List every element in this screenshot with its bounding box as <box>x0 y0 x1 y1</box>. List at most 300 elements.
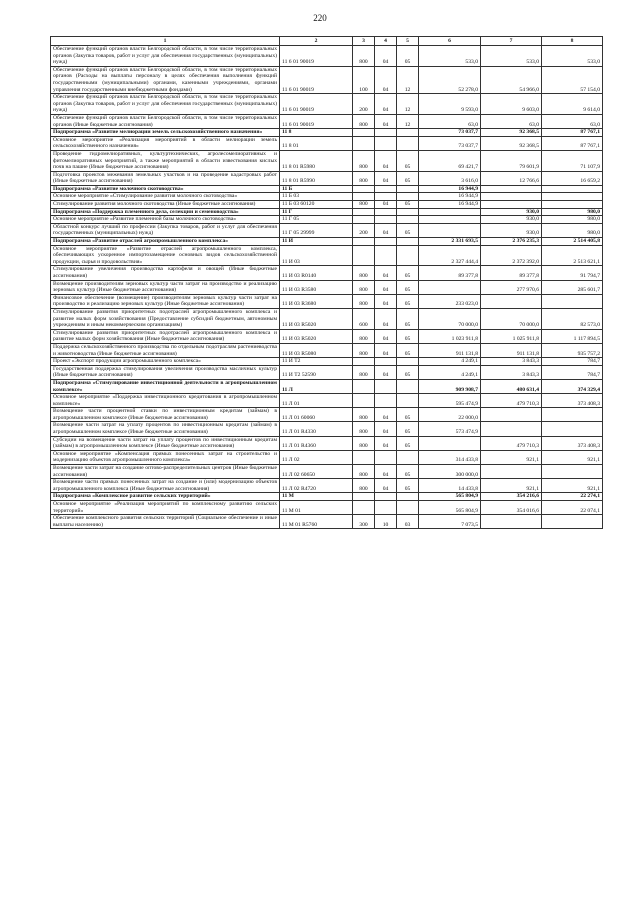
table-row <box>51 171 603 185</box>
row-value-year3: 2 513 621,1 <box>542 245 603 266</box>
column-header: 4 <box>375 37 397 46</box>
row-section <box>375 129 397 137</box>
row-subsection <box>397 394 419 408</box>
row-subsection: 05 <box>397 266 419 280</box>
row-value-year2: 2 376 235,3 <box>481 238 542 246</box>
row-value-year3: 16 659,2 <box>542 171 603 185</box>
row-code: 11 М 01 R5760 <box>280 515 353 529</box>
table-row <box>51 185 603 193</box>
row-value-year2 <box>481 408 542 422</box>
row-expense-type <box>353 493 375 501</box>
row-value-year3: 57 154,0 <box>542 66 603 93</box>
row-expense-type: 800 <box>353 46 375 67</box>
row-value-year3: 9 614,0 <box>542 94 603 115</box>
row-section <box>375 493 397 501</box>
table-row <box>51 208 603 216</box>
page-number: 220 <box>313 13 327 23</box>
row-name: Областной конкурс лучший по профессии (Закупка товаров, работ и услуг для обеспечения государственных (муниципальных) нужд) <box>51 223 280 237</box>
table-row <box>51 223 603 237</box>
row-section: 04 <box>375 94 397 115</box>
table-row <box>51 379 603 393</box>
row-value-year3: 2 514 405,8 <box>542 238 603 246</box>
row-value-year2: 3 843,3 <box>481 358 542 366</box>
row-expense-type: 800 <box>353 294 375 308</box>
row-section <box>375 501 397 515</box>
row-section <box>375 450 397 464</box>
column-header: 7 <box>481 37 542 46</box>
row-value-year3: 22 074,1 <box>542 501 603 515</box>
row-name: Подпрограмма «Развитие молочного скотоводства» <box>51 185 280 193</box>
row-section: 04 <box>375 150 397 171</box>
row-code: 11 Г 05 <box>280 216 353 224</box>
row-name: Возмещение части процентной ставки по инвестиционным кредитам (займам) в агропромышленном комплексе (Иные бюджетные ассигнования) <box>51 408 280 422</box>
row-subsection <box>397 358 419 366</box>
row-code: 11 6 01 90019 <box>280 66 353 93</box>
row-value-year2: 479 710,3 <box>481 394 542 408</box>
row-value-year3: 87 767,1 <box>542 129 603 137</box>
row-section: 04 <box>375 343 397 357</box>
row-value-year2 <box>481 515 542 529</box>
row-value-year1: 22 000,0 <box>419 408 481 422</box>
row-value-year3: 285 601,7 <box>542 280 603 294</box>
row-expense-type <box>353 136 375 150</box>
row-section: 04 <box>375 436 397 450</box>
row-subsection: 05 <box>397 308 419 329</box>
row-code: 11 И 03 <box>280 245 353 266</box>
row-code: 11 8 01 <box>280 136 353 150</box>
row-value-year2: 277 970,6 <box>481 280 542 294</box>
row-expense-type <box>353 185 375 193</box>
row-expense-type: 300 <box>353 515 375 529</box>
row-value-year1: 573 474,9 <box>419 422 481 436</box>
table-row <box>51 193 603 201</box>
row-value-year1: 565 804,9 <box>419 501 481 515</box>
row-value-year3 <box>542 193 603 201</box>
row-subsection: 05 <box>397 436 419 450</box>
row-section: 04 <box>375 46 397 67</box>
row-code: 11 Б 03 60120 <box>280 201 353 209</box>
row-value-year3 <box>542 294 603 308</box>
row-subsection: 05 <box>397 201 419 209</box>
row-name: Основное мероприятие «Развитие племенной базы молочного скотоводства» <box>51 216 280 224</box>
row-value-year1: 7 073,5 <box>419 515 481 529</box>
row-name: Основное мероприятие «Развитие отраслей агропромышленного комплекса, обеспечивающих ускоренное импортозамещение основных видов сельскохозяйственной продукции, сырья и продовольствия» <box>51 245 280 266</box>
row-subsection: 05 <box>397 479 419 493</box>
row-expense-type: 800 <box>353 365 375 379</box>
table-row <box>51 465 603 479</box>
row-name: Возмещение части затрат на уплату процентов по инвестиционным кредитам (займам) в агропромышленном комплексе (Иные бюджетные ассигнования) <box>51 422 280 436</box>
row-subsection <box>397 185 419 193</box>
row-expense-type <box>353 129 375 137</box>
row-name: Стимулирование развития приоритетных подотраслей агропромышленного комплекса и развитие малых форм хозяйствования (Предоставление субсидий бюджетным, автономным учреждениям и иным некоммерческим организациям) <box>51 308 280 329</box>
row-name: Подготовка проектов межевания земельных участков и на проведение кадастровых работ (Иные бюджетные ассигнования) <box>51 171 280 185</box>
row-value-year2: 533,0 <box>481 46 542 67</box>
row-value-year2 <box>481 422 542 436</box>
row-expense-type: 800 <box>353 280 375 294</box>
row-value-year3: 784,7 <box>542 365 603 379</box>
row-value-year2: 479 710,3 <box>481 436 542 450</box>
row-code: 11 И 03 R5020 <box>280 329 353 343</box>
row-value-year3 <box>542 185 603 193</box>
row-subsection: 05 <box>397 365 419 379</box>
row-expense-type: 800 <box>353 465 375 479</box>
row-code: 11 Б 03 <box>280 193 353 201</box>
row-code: 11 Л 01 R4330 <box>280 422 353 436</box>
row-name: Проект «Экспорт продукции агропромышленного комплекса» <box>51 358 280 366</box>
row-subsection <box>397 245 419 266</box>
row-subsection: 12 <box>397 66 419 93</box>
row-code: 11 8 <box>280 129 353 137</box>
row-expense-type <box>353 216 375 224</box>
table-row <box>51 114 603 128</box>
row-expense-type <box>353 394 375 408</box>
table-row <box>51 493 603 501</box>
row-name: Основное мероприятие «Реализация мероприятий по комплексному развитию сельских территорий» <box>51 501 280 515</box>
row-expense-type: 800 <box>353 150 375 171</box>
table-row <box>51 150 603 171</box>
row-value-year2: 354 016,6 <box>481 501 542 515</box>
column-header: 1 <box>51 37 280 46</box>
row-value-year1 <box>419 216 481 224</box>
table-row <box>51 201 603 209</box>
row-value-year2 <box>481 193 542 201</box>
row-value-year3: 71 107,9 <box>542 150 603 171</box>
row-subsection: 05 <box>397 465 419 479</box>
row-value-year3 <box>542 515 603 529</box>
row-value-year1: 565 804,9 <box>419 493 481 501</box>
row-code: 11 М <box>280 493 353 501</box>
row-value-year3 <box>542 422 603 436</box>
row-section: 04 <box>375 66 397 93</box>
table-row <box>51 501 603 515</box>
row-value-year2: 1 025 911,8 <box>481 329 542 343</box>
table-row <box>51 238 603 246</box>
table-row <box>51 136 603 150</box>
row-name: Возмещение части прямых понесенных затрат на создание и (или) модернизацию объектов агропромышленного комплекса (Иные бюджетные ассигнования) <box>51 479 280 493</box>
row-subsection <box>397 208 419 216</box>
table-row <box>51 245 603 266</box>
row-expense-type <box>353 358 375 366</box>
row-code: 11 Г <box>280 208 353 216</box>
row-value-year2: 9 603,0 <box>481 94 542 115</box>
row-value-year3: 63,0 <box>542 114 603 128</box>
row-expense-type: 800 <box>353 343 375 357</box>
row-subsection: 05 <box>397 422 419 436</box>
row-section <box>375 394 397 408</box>
row-code: 11 И 03 R5020 <box>280 308 353 329</box>
row-subsection: 12 <box>397 94 419 115</box>
row-code: 11 И Т2 52590 <box>280 365 353 379</box>
table-row <box>51 46 603 67</box>
row-expense-type: 800 <box>353 201 375 209</box>
row-expense-type <box>353 450 375 464</box>
row-value-year3: 91 794,7 <box>542 266 603 280</box>
row-value-year3 <box>542 201 603 209</box>
row-section <box>375 208 397 216</box>
row-value-year1 <box>419 280 481 294</box>
row-subsection: 05 <box>397 150 419 171</box>
row-value-year1 <box>419 208 481 216</box>
row-expense-type <box>353 208 375 216</box>
table-row <box>51 479 603 493</box>
budget-table <box>50 36 603 529</box>
row-name: Подпрограмма «Развитие отраслей агропромышленного комплекса» <box>51 238 280 246</box>
row-code: 11 6 01 90019 <box>280 114 353 128</box>
row-code: 11 8 01 R5990 <box>280 171 353 185</box>
row-value-year2: 921,1 <box>481 450 542 464</box>
row-expense-type <box>353 193 375 201</box>
row-section <box>375 216 397 224</box>
row-code: 11 Б <box>280 185 353 193</box>
row-name: Проведение гидромелиоративных, культуртехнических, агролесомелиоративных и фитомелиоративных мероприятий, а также мероприятий в области известкования кислых почв на пашне (Иные бюджетные ассигнования) <box>51 150 280 171</box>
row-value-year3: 374 329,4 <box>542 379 603 393</box>
row-name: Подпрограмма «Развитие мелиорации земель сельскохозяйственного назначения» <box>51 129 280 137</box>
row-name: Основное мероприятие «Стимулирование развития молочного скотоводства» <box>51 193 280 201</box>
row-section <box>375 185 397 193</box>
row-value-year1: 595 474,9 <box>419 394 481 408</box>
row-value-year1: 70 000,0 <box>419 308 481 329</box>
row-value-year3 <box>542 408 603 422</box>
row-value-year1 <box>419 223 481 237</box>
row-code: 11 И Т2 <box>280 358 353 366</box>
row-expense-type: 800 <box>353 436 375 450</box>
row-value-year2: 89 377,8 <box>481 266 542 280</box>
row-expense-type: 800 <box>353 408 375 422</box>
row-value-year2: 70 000,0 <box>481 308 542 329</box>
row-expense-type <box>353 501 375 515</box>
row-value-year2: 921,1 <box>481 479 542 493</box>
row-section: 04 <box>375 171 397 185</box>
row-name: Основное мероприятие «Компенсация прямых понесенных затрат на строительство и модернизацию объектов агропромышленного комплекса» <box>51 450 280 464</box>
row-code: 11 Л 01 R4360 <box>280 436 353 450</box>
table-row <box>51 515 603 529</box>
row-expense-type: 800 <box>353 266 375 280</box>
row-section: 04 <box>375 294 397 308</box>
row-code: 11 И 03 R3680 <box>280 294 353 308</box>
row-value-year2 <box>481 465 542 479</box>
row-value-year2: 354 216,6 <box>481 493 542 501</box>
row-subsection: 12 <box>397 114 419 128</box>
row-name: Обеспечение функций органов власти Белгородской области, в том числе территориальных органов (Расходы на выплаты персоналу в целях обеспечения выполнения функций государственными (муниципальными) органами, казенными учреждениями, органами управления государственными внебюджетными фондами) <box>51 66 280 93</box>
row-subsection <box>397 501 419 515</box>
row-section <box>375 245 397 266</box>
table-row <box>51 216 603 224</box>
row-value-year3: 533,0 <box>542 46 603 67</box>
row-value-year1: 300 000,0 <box>419 465 481 479</box>
row-name: Обеспечение комплексного развития сельских территорий (Социальное обеспечение и иные выплаты населению) <box>51 515 280 529</box>
row-expense-type <box>353 245 375 266</box>
row-value-year2: 930,0 <box>481 223 542 237</box>
table-row <box>51 329 603 343</box>
row-section <box>375 379 397 393</box>
row-value-year1: 89 377,8 <box>419 266 481 280</box>
row-code: 11 Л <box>280 379 353 393</box>
row-subsection: 05 <box>397 408 419 422</box>
row-expense-type: 200 <box>353 94 375 115</box>
row-value-year1: 3 616,0 <box>419 171 481 185</box>
row-name: Подпрограмма «Поддержка племенного дела, селекции и семеноводства» <box>51 208 280 216</box>
row-value-year3: 980,0 <box>542 223 603 237</box>
row-value-year3: 373 408,3 <box>542 436 603 450</box>
table-row <box>51 422 603 436</box>
row-section <box>375 193 397 201</box>
row-subsection: 05 <box>397 343 419 357</box>
row-subsection: 05 <box>397 280 419 294</box>
row-value-year1: 911 131,8 <box>419 343 481 357</box>
table-row <box>51 436 603 450</box>
row-subsection <box>397 238 419 246</box>
table-row <box>51 358 603 366</box>
row-expense-type: 800 <box>353 114 375 128</box>
table-row <box>51 94 603 115</box>
table-row <box>51 343 603 357</box>
row-value-year2: 79 601,9 <box>481 150 542 171</box>
row-value-year1: 4 249,1 <box>419 358 481 366</box>
row-value-year2: 92 368,5 <box>481 129 542 137</box>
row-name: Обеспечение функций органов власти Белгородской области, в том числе территориальных органов (Закупка товаров, работ и услуг для обеспечения государственных (муниципальных) нужд) <box>51 94 280 115</box>
row-section <box>375 238 397 246</box>
row-subsection <box>397 450 419 464</box>
row-value-year1: 16 944,9 <box>419 193 481 201</box>
row-value-year1: 533,0 <box>419 46 481 67</box>
row-value-year1: 16 944,9 <box>419 201 481 209</box>
row-section: 04 <box>375 365 397 379</box>
row-value-year1: 73 037,7 <box>419 136 481 150</box>
column-header: 3 <box>353 37 375 46</box>
row-code: 11 И <box>280 238 353 246</box>
row-code: 11 И 03 R3580 <box>280 280 353 294</box>
row-section: 04 <box>375 280 397 294</box>
row-value-year2: 930,0 <box>481 208 542 216</box>
row-value-year3: 784,7 <box>542 358 603 366</box>
row-value-year1: 69 421,7 <box>419 150 481 171</box>
row-name: Возмещение части затрат на создание оптово-распределительных центров (Иные бюджетные ассигнования) <box>51 465 280 479</box>
table-row <box>51 280 603 294</box>
row-name: Стимулирование развития молочного скотоводства (Иные бюджетные ассигнования) <box>51 201 280 209</box>
row-value-year2 <box>481 294 542 308</box>
row-code: 11 Л 02 <box>280 450 353 464</box>
table-row <box>51 294 603 308</box>
column-header-row <box>51 37 603 46</box>
row-value-year2 <box>481 185 542 193</box>
row-section <box>375 136 397 150</box>
row-expense-type: 800 <box>353 422 375 436</box>
row-expense-type: 100 <box>353 66 375 93</box>
row-code: 11 Л 01 <box>280 394 353 408</box>
row-expense-type <box>353 238 375 246</box>
table-row <box>51 66 603 93</box>
row-name: Основное мероприятие «Реализация мероприятий в области мелиорации земель сельскохозяйственного назначения» <box>51 136 280 150</box>
row-subsection: 05 <box>397 329 419 343</box>
row-value-year3: 1 117 894,5 <box>542 329 603 343</box>
row-value-year1: 2 331 693,5 <box>419 238 481 246</box>
row-code: 11 8 01 R5980 <box>280 150 353 171</box>
row-value-year2: 911 131,8 <box>481 343 542 357</box>
row-value-year3: 921,1 <box>542 479 603 493</box>
row-value-year2: 63,0 <box>481 114 542 128</box>
row-value-year1: 73 037,7 <box>419 129 481 137</box>
row-value-year3 <box>542 465 603 479</box>
row-value-year1: 14 433,8 <box>419 479 481 493</box>
row-value-year3: 980,0 <box>542 216 603 224</box>
row-expense-type: 800 <box>353 171 375 185</box>
row-section: 04 <box>375 114 397 128</box>
row-name: Стимулирование развития приоритетных подотраслей агропромышленного комплекса и развитие малых форм хозяйствования (Иные бюджетные ассигнования) <box>51 329 280 343</box>
row-section: 04 <box>375 408 397 422</box>
row-value-year1: 4 249,1 <box>419 365 481 379</box>
row-value-year3: 921,1 <box>542 450 603 464</box>
row-code: 11 И 03 R0140 <box>280 266 353 280</box>
row-value-year2: 3 843,3 <box>481 365 542 379</box>
row-value-year2: 2 372 392,0 <box>481 245 542 266</box>
row-value-year1: 52 278,0 <box>419 66 481 93</box>
row-name: Основное мероприятие «Поддержка инвестиционного кредитования в агропромышленном комплексе» <box>51 394 280 408</box>
row-value-year2: 92 368,5 <box>481 136 542 150</box>
row-value-year3: 87 767,1 <box>542 136 603 150</box>
row-subsection <box>397 193 419 201</box>
row-code: 11 6 01 90019 <box>280 94 353 115</box>
row-code: 11 Л 01 60060 <box>280 408 353 422</box>
row-name: Возмещение производителям зерновых культур части затрат на производство и реализацию зерновых культур (Иные бюджетные ассигнования) <box>51 280 280 294</box>
row-value-year3: 82 573,0 <box>542 308 603 329</box>
row-value-year2: 54 966,0 <box>481 66 542 93</box>
row-name: Подпрограмма «Комплексное развитие сельских территорий» <box>51 493 280 501</box>
table-row <box>51 129 603 137</box>
column-header: 2 <box>280 37 353 46</box>
table-row <box>51 266 603 280</box>
row-code: 11 М 01 <box>280 501 353 515</box>
row-subsection <box>397 136 419 150</box>
row-section: 04 <box>375 223 397 237</box>
table-row <box>51 450 603 464</box>
row-section: 04 <box>375 329 397 343</box>
row-code: 11 Л 02 60650 <box>280 465 353 479</box>
row-value-year2 <box>481 201 542 209</box>
row-expense-type: 600 <box>353 308 375 329</box>
column-header: 6 <box>419 37 481 46</box>
row-name: Стимулирование увеличения производства картофеля и овощей (Иные бюджетные ассигнования) <box>51 266 280 280</box>
table-row <box>51 394 603 408</box>
row-expense-type: 800 <box>353 329 375 343</box>
row-subsection: 05 <box>397 46 419 67</box>
table-row <box>51 308 603 329</box>
row-value-year2: 12 766,6 <box>481 171 542 185</box>
row-name: Поддержка сельскохозяйственного производства по отдельным подотраслям растениеводства и животноводства (Иные бюджетные ассигнования) <box>51 343 280 357</box>
row-value-year1: 909 908,7 <box>419 379 481 393</box>
row-code: 11 6 01 90019 <box>280 46 353 67</box>
row-value-year3: 935 757,2 <box>542 343 603 357</box>
row-subsection: 05 <box>397 294 419 308</box>
row-subsection <box>397 216 419 224</box>
row-section: 04 <box>375 266 397 280</box>
row-name: Обеспечение функций органов власти Белгородской области, в том числе территориальных органов (Закупка товаров, работ и услуг для обеспечения государственных (муниципальных) нужд) <box>51 46 280 67</box>
row-value-year1: 2 327 444,4 <box>419 245 481 266</box>
row-value-year1: 9 593,0 <box>419 94 481 115</box>
row-name: Финансовое обеспечение (возмещение) производителям зерновых культур части затрат на производство и реализацию зерновых культур (Иные бюджетные ассигнования) <box>51 294 280 308</box>
row-value-year2: 930,0 <box>481 216 542 224</box>
row-section: 10 <box>375 515 397 529</box>
row-value-year1: 233 023,0 <box>419 294 481 308</box>
row-value-year1: 314 433,8 <box>419 450 481 464</box>
row-section: 04 <box>375 201 397 209</box>
row-section: 04 <box>375 465 397 479</box>
column-header: 8 <box>542 37 603 46</box>
row-expense-type: 200 <box>353 223 375 237</box>
row-value-year3: 980,0 <box>542 208 603 216</box>
row-value-year3: 22 274,1 <box>542 493 603 501</box>
row-name: Подпрограмма «Стимулирование инвестиционной деятельности в агропромышленном комплексе» <box>51 379 280 393</box>
row-subsection <box>397 493 419 501</box>
